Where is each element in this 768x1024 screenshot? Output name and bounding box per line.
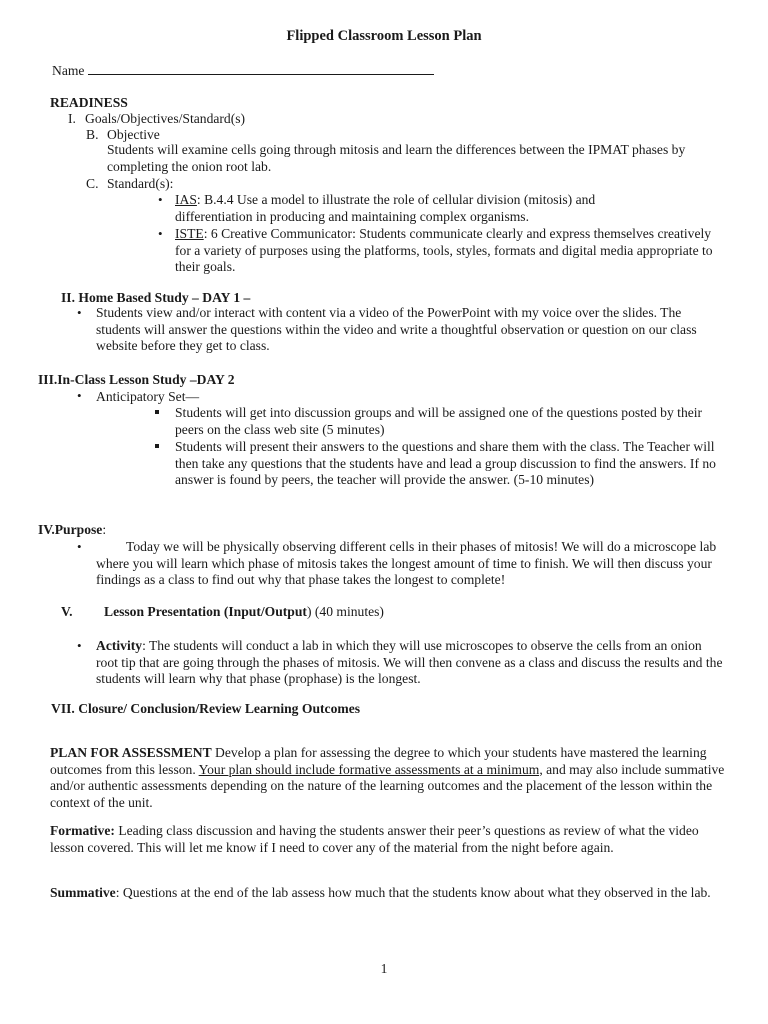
assessment-underlined-text: Your plan should include formative assessments at a minimum, <box>198 761 543 777</box>
presentation-heading-row <box>104 603 384 620</box>
ias-label: IAS <box>175 192 197 207</box>
ias-text: : B.4.4 Use a model to illustrate the role of cellular division (mitosis) and differentiation in producing and maintaining complex organisms. <box>175 192 596 224</box>
assessment-text: Develop a plan for assessing the degree to which your students have mastered the learning outcomes from this lesson. <box>50 745 707 777</box>
bullet-icon: • <box>77 638 82 653</box>
name-blank-line <box>88 62 434 75</box>
goals-heading: Goals/Objectives/Standard(s) <box>85 111 246 126</box>
objective-text: Students will examine cells going through mitosis and learn the differences between the IPMAT phases by completing the onion root lab. <box>107 142 686 174</box>
purpose-heading: IV.Purpose <box>38 522 103 537</box>
bullet-icon: • <box>158 226 163 241</box>
square-bullet-icon <box>155 410 159 414</box>
iste-label: ISTE <box>175 226 204 241</box>
summative-label: Summative <box>50 885 116 900</box>
activity-body: : The students will conduct a lab in which they will use microscopes to observe the cells from an onion root tip that are going through the phases of mitosis. We will then convene as a class and discuss the results and the students will learn why that phase (prophase) is the longest. <box>96 638 723 686</box>
assessment-text-continued: and may also include summative and/or authentic assessments depending on the nature of the learning outcomes and the placement of the lesson within the context of the unit. <box>50 761 725 810</box>
in-class-heading: III.In-Class Lesson Study –DAY 2 <box>38 372 235 387</box>
purpose-heading-row <box>38 521 106 538</box>
item-B-letter: B. <box>86 127 99 142</box>
item-C-letter: C. <box>86 176 99 191</box>
objective-heading: Objective <box>107 127 160 142</box>
home-study-heading: II. Home Based Study – DAY 1 – <box>61 290 251 305</box>
bullet-icon: • <box>77 388 82 403</box>
purpose-text: Today we will be physically observing different cells in their phases of mitosis! We will do a microscope lab where you will learn which phase of mitosis takes the longest amount of time to finish. We will then discuss your findings as a class to find out why that phase takes the longest to complete! <box>96 539 717 587</box>
name-label: Name <box>52 63 85 78</box>
home-study-text: Students view and/or interact with content via a video of the PowerPoint with my voice over the slides. The students will answer the questions within the video and write a thoughtful observation or question on our class website before they get to class. <box>96 305 697 353</box>
ias-standard <box>175 192 675 225</box>
bullet-icon: • <box>77 305 82 320</box>
formative-paragraph <box>50 823 730 856</box>
bullet-icon: • <box>158 192 163 207</box>
presentation-paren: ) <box>306 604 312 619</box>
in-class-sub-item: Students will present their answers to the questions and share them with the class. The Teacher will then take any questions that the students have and lead a group discussion to find the answers. If no answer is found by peers, the teacher will provide the answer. (5-10 minutes) <box>175 439 716 487</box>
closure-heading: VII. Closure/ Conclusion/Review Learning Outcomes <box>51 701 361 716</box>
presentation-numeral: V. <box>61 604 73 619</box>
iste-text: : 6 Creative Communicator: Students communicate clearly and express themselves creatively for a variety of purposes using the platforms, tools, styles, formats and digital media appropriate to their goals. <box>175 226 713 274</box>
activity-label: Activity <box>96 638 143 653</box>
presentation-heading: Lesson Presentation (Input/Output <box>104 604 307 619</box>
square-bullet-icon <box>155 444 159 448</box>
summative-paragraph <box>50 885 730 902</box>
standards-heading: Standard(s): <box>107 176 174 191</box>
bullet-icon: • <box>77 539 82 554</box>
page-title: Flipped Classroom Lesson Plan <box>286 28 482 44</box>
purpose-colon: : <box>102 522 107 537</box>
activity-text <box>96 638 726 688</box>
assessment-paragraph <box>50 745 730 811</box>
item-I-numeral: I. <box>68 111 76 126</box>
assessment-label: PLAN FOR ASSESSMENT <box>50 745 212 760</box>
presentation-duration: (40 minutes) <box>311 604 384 619</box>
name-field <box>52 62 434 79</box>
page-number: 1 <box>380 961 388 976</box>
anticipatory-set: Anticipatory Set— <box>96 389 200 404</box>
formative-text: Leading class discussion and having the students answer their peer’s questions as review of what the video lesson covered. This will let me know if I need to cover any of the material from the night before again. <box>50 823 699 855</box>
summative-text: : Questions at the end of the lab assess how much that the students know about what they observed in the lab. <box>115 885 711 900</box>
readiness-heading: READINESS <box>50 95 128 110</box>
in-class-sub-item: Students will get into discussion groups and will be assigned one of the questions posted by their peers on the class web site (5 minutes) <box>175 405 703 437</box>
formative-label: Formative: <box>50 823 115 838</box>
iste-standard <box>175 226 723 276</box>
